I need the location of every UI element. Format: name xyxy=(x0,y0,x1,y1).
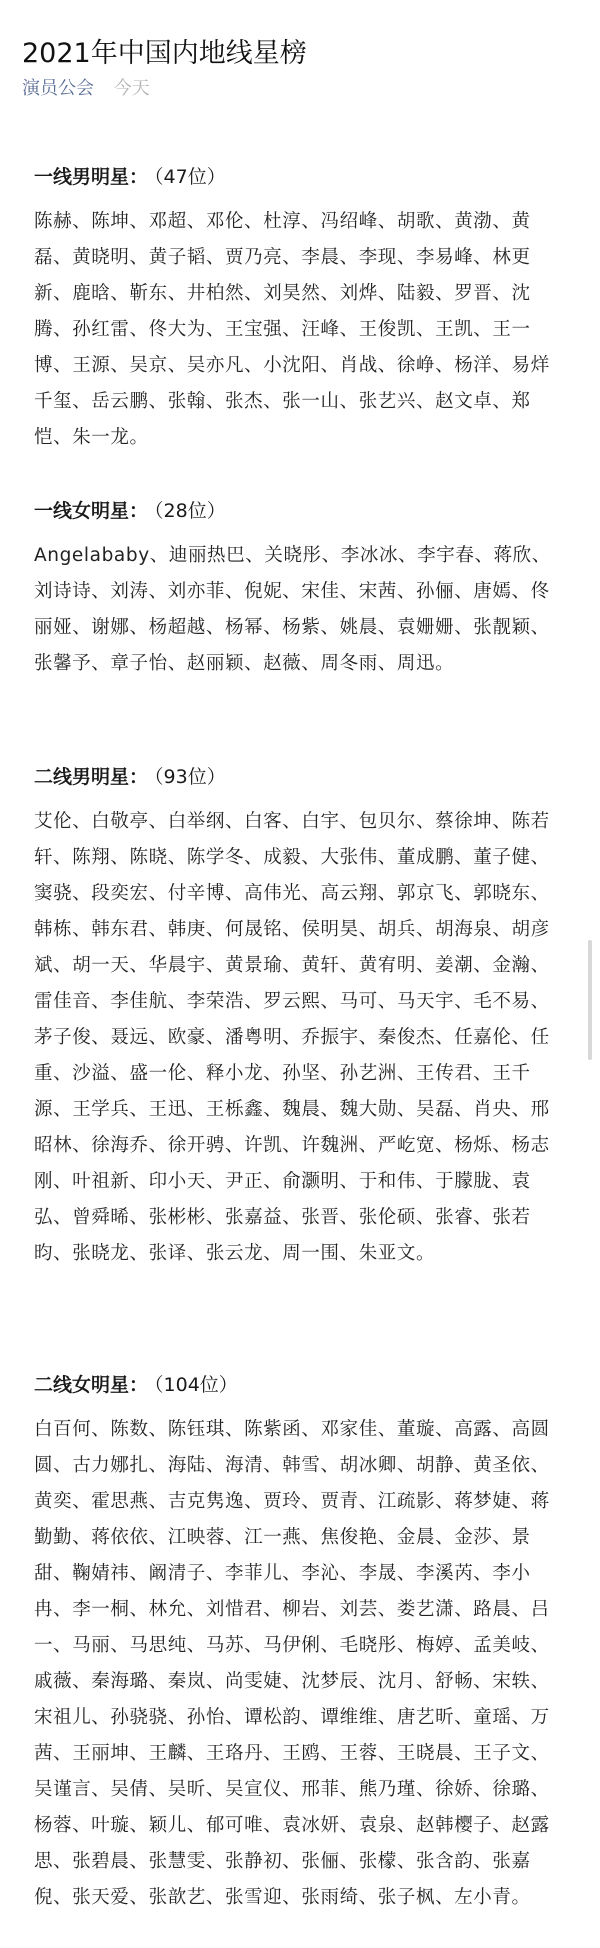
account-name-link[interactable]: 演员公会 xyxy=(22,78,94,99)
section-tier2-female xyxy=(34,1368,564,1916)
section-title: 二线女明星： xyxy=(34,1374,149,1396)
section-heading xyxy=(34,1368,564,1402)
section-title: 一线女明星： xyxy=(34,500,149,522)
publish-date: 今天 xyxy=(113,78,150,99)
section-title: 二线男明星： xyxy=(34,766,149,788)
article-title: 2021年中国内地线星榜 xyxy=(22,38,307,70)
section-heading xyxy=(34,160,564,194)
name-list: 白百何、陈数、陈钰琪、陈紫函、邓家佳、董璇、高露、高圆圆、古力娜扎、海陆、海清、韩雪、胡冰卿、胡静、黄圣依、黄奕、霍思燕、吉克隽逸、贾玲、贾青、江疏影、蒋梦婕、蒋勤勤、蒋依依、江映蓉、江一燕、焦俊艳、金晨、金莎、景甜、鞠婧祎、阚清子、李菲儿、李沁、李晟、李溪芮、李小冉、李一桐、林允、刘惜君、柳岩、刘芸、娄艺潇、路晨、吕一、马丽、马思纯、马苏、马伊俐、毛晓彤、梅婷、孟美岐、戚薇、秦海璐、秦岚、尚雯婕、沈梦辰、沈月、舒畅、宋轶、宋祖儿、孙骁骁、孙怡、谭松韵、谭维维、唐艺昕、童瑶、万茜、王丽坤、王麟、王珞丹、王鸥、王蓉、王晓晨、王子文、吴谨言、吴倩、吴昕、吴宣仪、邢菲、熊乃瑾、徐娇、徐璐、杨蓉、叶璇、颖儿、郁可唯、袁冰妍、袁泉、赵韩樱子、赵露思、张碧晨、张慧雯、张静初、张俪、张檬、张含韵、张嘉倪、张天爱、张歆艺、张雪迎、张雨绮、张子枫、左小青。 xyxy=(34,1419,550,1908)
name-list: 陈赫、陈坤、邓超、邓伦、杜淳、冯绍峰、胡歌、黄渤、黄磊、黄晓明、黄子韬、贾乃亮、李晨、李现、李易峰、林更新、鹿晗、靳东、井柏然、刘昊然、刘烨、陆毅、罗晋、沈腾、孙红雷、佟大为、王宝强、汪峰、王俊凯、王凯、王一博、王源、吴京、吴亦凡、小沈阳、肖战、徐峥、杨洋、易烊千玺、岳云鹏、张翰、张杰、张一山、张艺兴、赵文卓、郑恺、朱一龙。 xyxy=(34,211,550,448)
section-tier1-male xyxy=(34,160,564,456)
section-tier1-female xyxy=(34,494,564,682)
section-heading xyxy=(34,494,564,528)
section-title: 一线男明星： xyxy=(34,166,149,188)
section-count: （93位） xyxy=(154,766,226,788)
name-list: Angelababy、迪丽热巴、关晓彤、李冰冰、李宇春、蒋欣、刘诗诗、刘涛、刘亦菲、倪妮、宋佳、宋茜、孙俪、唐嫣、佟丽娅、谢娜、杨超越、杨幂、杨紫、姚晨、袁姗姗、张靓颖、张馨予、章子怡、赵丽颖、赵薇、周冬雨、周迅。 xyxy=(34,545,551,674)
article-meta xyxy=(22,74,150,104)
section-count: （104位） xyxy=(154,1374,238,1396)
section-heading xyxy=(34,760,564,794)
section-count: （47位） xyxy=(154,166,226,188)
section-count: （28位） xyxy=(154,500,226,522)
scrollbar-thumb[interactable] xyxy=(588,940,592,1060)
name-list: 艾伦、白敬亭、白举纲、白客、白宇、包贝尔、蔡徐坤、陈若轩、陈翔、陈晓、陈学冬、成毅、大张伟、董成鹏、董子健、窦骁、段奕宏、付辛博、高伟光、高云翔、郭京飞、郭晓东、韩栋、韩东君、韩庚、何晟铭、侯明昊、胡兵、胡海泉、胡彦斌、胡一天、华晨宇、黄景瑜、黄轩、黄宥明、姜潮、金瀚、雷佳音、李佳航、李荣浩、罗云熙、马可、马天宇、毛不易、茅子俊、聂远、欧豪、潘粤明、乔振宇、秦俊杰、任嘉伦、任重、沙溢、盛一伦、释小龙、孙坚、孙艺洲、王传君、王千源、王学兵、王迅、王栎鑫、魏晨、魏大勋、吴磊、肖央、邢昭林、徐海乔、徐开骋、许凯、许魏洲、严屹宽、杨烁、杨志刚、叶祖新、印小天、尹正、俞灏明、于和伟、于朦胧、袁弘、曾舜晞、张彬彬、张嘉益、张晋、张伦硕、张睿、张若昀、张晓龙、张译、张云龙、周一围、朱亚文。 xyxy=(34,811,550,1264)
section-tier2-male xyxy=(34,760,564,1272)
